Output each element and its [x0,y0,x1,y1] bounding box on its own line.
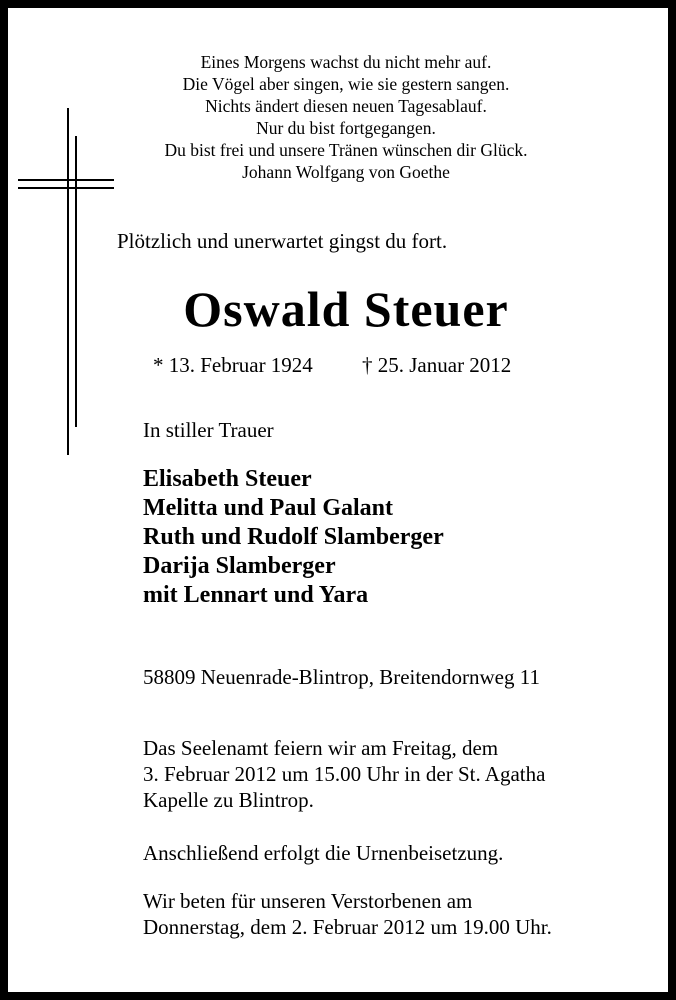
service-line: 3. Februar 2012 um 15.00 Uhr in der St. Agatha [143,762,546,786]
poem-line: Nur du bist fortgegangen. [256,118,436,138]
service-info [143,735,545,813]
prayer-line: Donnerstag, dem 2. Februar 2012 um 19.00 Uhr. [143,915,552,939]
service-line: Das Seelenamt feiern wir am Freitag, dem [143,736,499,760]
mourner-name: Melitta und Paul Galant [143,495,394,521]
prayer-info [143,888,552,940]
burial-line: Anschließend erfolgt die Urnenbeisetzung. [143,841,504,865]
mourner-name: Darija Slamberger [143,553,336,579]
poem-line: Du bist frei und unsere Tränen wünschen dir Glück. [164,140,528,160]
prayer-line: Wir beten für unseren Verstorbenen am [143,889,473,913]
mourner-name: Elisabeth Steuer [143,466,312,492]
mourning-intro: In stiller Trauer [143,418,274,442]
intro-text: Plötzlich und unerwartet gingst du fort. [117,229,448,253]
cross-horizontal-bar [18,187,114,189]
poem-line: Nichts ändert diesen neuen Tagesablauf. [205,96,487,116]
poem-author: Johann Wolfgang von Goethe [242,162,450,182]
service-line: Kapelle zu Blintrop. [143,788,314,812]
poem [8,51,676,183]
address: 58809 Neuenrade-Blintrop, Breitendornweg 11 [143,665,540,689]
mourner-name: mit Lennart und Yara [143,582,369,608]
mourner-name: Ruth und Rudolf Slamberger [143,524,444,550]
mourners-list [143,465,444,610]
poem-line: Eines Morgens wachst du nicht mehr auf. [200,52,492,72]
burial-info [143,840,503,866]
deceased-name: Oswald Steuer [183,281,509,337]
poem-line: Die Vögel aber singen, wie sie gestern sangen. [182,74,510,94]
birth-date: * 13. Februar 1924 [153,353,313,377]
cross-horizontal-bar [18,179,114,181]
death-date: † 25. Januar 2012 [362,353,512,377]
